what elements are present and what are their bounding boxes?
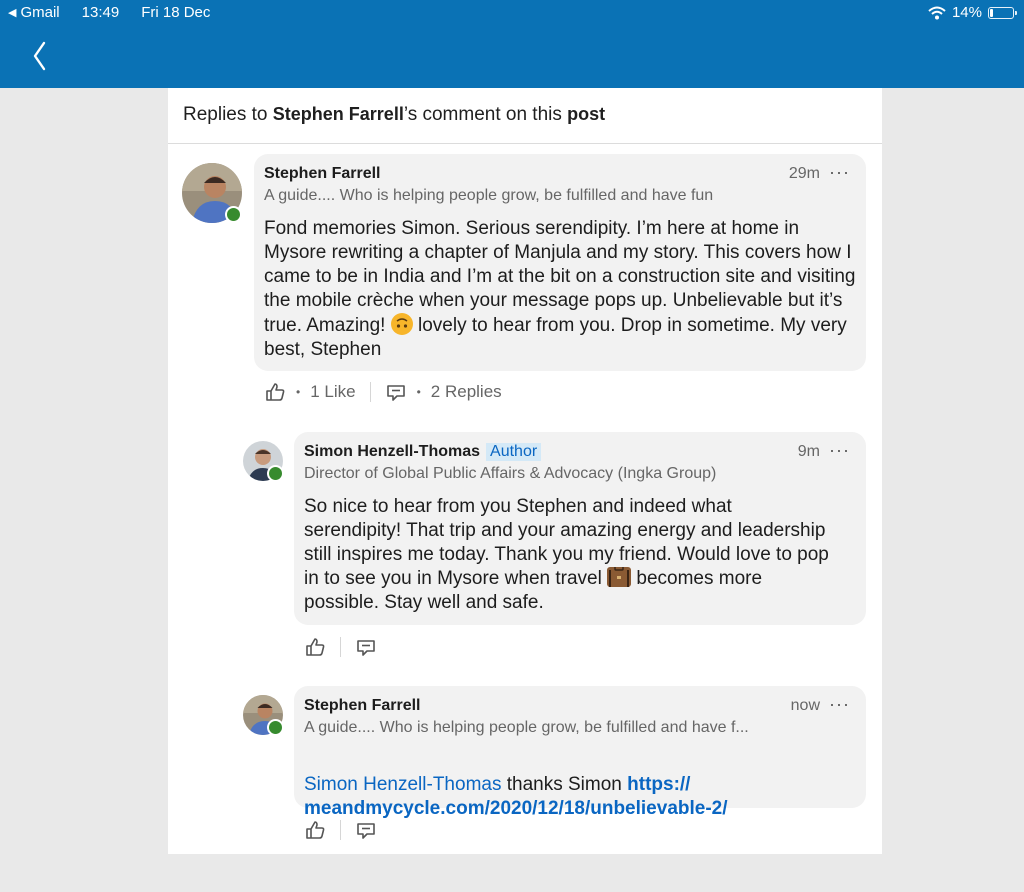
avatar[interactable] (182, 163, 242, 223)
online-status-icon (225, 206, 242, 223)
comment-author-headline: Director of Global Public Affairs & Advocacy (Ingka Group) (304, 465, 717, 482)
action-divider (340, 637, 341, 657)
status-bar-left (8, 4, 210, 21)
online-status-icon (267, 719, 284, 736)
comment-body-text: thanks Simon (501, 774, 628, 795)
comment-author-headline: A guide.... Who is helping people grow, be fulfilled and have f... (304, 719, 749, 736)
comment-bubble (254, 154, 866, 371)
comment-time: now (790, 697, 820, 714)
back-to-app-icon[interactable]: ◀ (8, 7, 17, 19)
header-middle: ’s comment on this (403, 104, 562, 125)
comment-actions (264, 381, 502, 403)
separator-dot: • (296, 385, 301, 399)
comment-author-headline: A guide.... Who is helping people grow, be fulfilled and have fun (264, 187, 714, 204)
comment-actions (304, 636, 377, 658)
comment-bubble (294, 432, 866, 625)
avatar[interactable] (243, 695, 283, 735)
header-commenter[interactable]: Stephen Farrell (272, 104, 404, 124)
online-status-icon (267, 465, 284, 482)
mention-link[interactable]: Simon Henzell-Thomas (304, 774, 502, 795)
comment-body-text: Fond memories Simon. Serious serendipity. I’m here at home in Mysore rewriting a chapter of Manjula and my story. This covers how I came to be in India and I’m at the bit on a construction site and visiting the mobile crèche when your message pops up. Unbelievable but it’s true. Amazing! (264, 218, 856, 336)
comment-author-name[interactable]: Stephen Farrell (304, 697, 421, 714)
top-bar (0, 0, 1024, 88)
back-app-label[interactable]: Gmail (20, 4, 60, 21)
comment-body-text-end: becomes more possible. Stay well and safe. (304, 568, 763, 613)
more-options-button[interactable]: ··· (829, 694, 850, 714)
status-bar-right (928, 4, 1014, 21)
action-divider (370, 382, 371, 402)
separator-dot: • (416, 385, 421, 399)
comment-time: 9m (797, 443, 820, 460)
like-icon[interactable] (304, 819, 326, 841)
more-options-button[interactable]: ··· (829, 440, 850, 460)
status-date: Fri 18 Dec (141, 4, 211, 21)
panel-header (168, 88, 882, 144)
upside-down-face-emoji-icon (391, 313, 413, 335)
like-icon[interactable] (264, 381, 286, 403)
comment-actions (304, 819, 377, 841)
url-link[interactable]: https:// meandmycycle.com/2020/12/18/unbelievable-2/ (304, 774, 728, 819)
comment-body (304, 495, 834, 615)
battery-fill (990, 9, 993, 17)
replies-count[interactable]: 2 Replies (430, 382, 502, 401)
back-chevron-icon[interactable] (28, 38, 52, 74)
battery-percent: 14% (951, 4, 982, 21)
reply-icon[interactable] (355, 636, 377, 658)
status-time: 13:49 (81, 4, 120, 21)
action-divider (340, 820, 341, 840)
comment-body-text: So nice to hear from you Stephen and indeed what serendipity! That trip and your amazing energy and leadership still inspires me today. Thank you my friend. Would love to pop in to see you in Mysore when travel (304, 496, 829, 589)
comment-body (304, 749, 844, 821)
author-badge: Author (486, 443, 541, 461)
comment-body-text-end: lovely to hear from you. Drop in sometime. My very best, Stephen (264, 315, 847, 360)
avatar[interactable] (243, 441, 283, 481)
comment-bubble (294, 686, 866, 819)
like-icon[interactable] (304, 636, 326, 658)
header-prefix: Replies to (183, 104, 268, 125)
comment-author-name (304, 443, 541, 461)
likes-count[interactable]: 1 Like (310, 382, 356, 401)
comment-body (264, 217, 858, 362)
luggage-emoji-icon (607, 567, 631, 587)
battery-icon (988, 7, 1014, 19)
reply-author-name[interactable]: Simon Henzell-Thomas (304, 443, 481, 460)
reply-icon[interactable] (385, 381, 407, 403)
replies-panel (168, 88, 882, 854)
comment-author-name[interactable]: Stephen Farrell (264, 165, 381, 182)
reply-icon[interactable] (355, 819, 377, 841)
header-post-link[interactable]: post (567, 104, 606, 124)
comment-time: 29m (788, 165, 820, 182)
more-options-button[interactable]: ··· (829, 162, 850, 182)
wifi-icon (928, 6, 946, 20)
